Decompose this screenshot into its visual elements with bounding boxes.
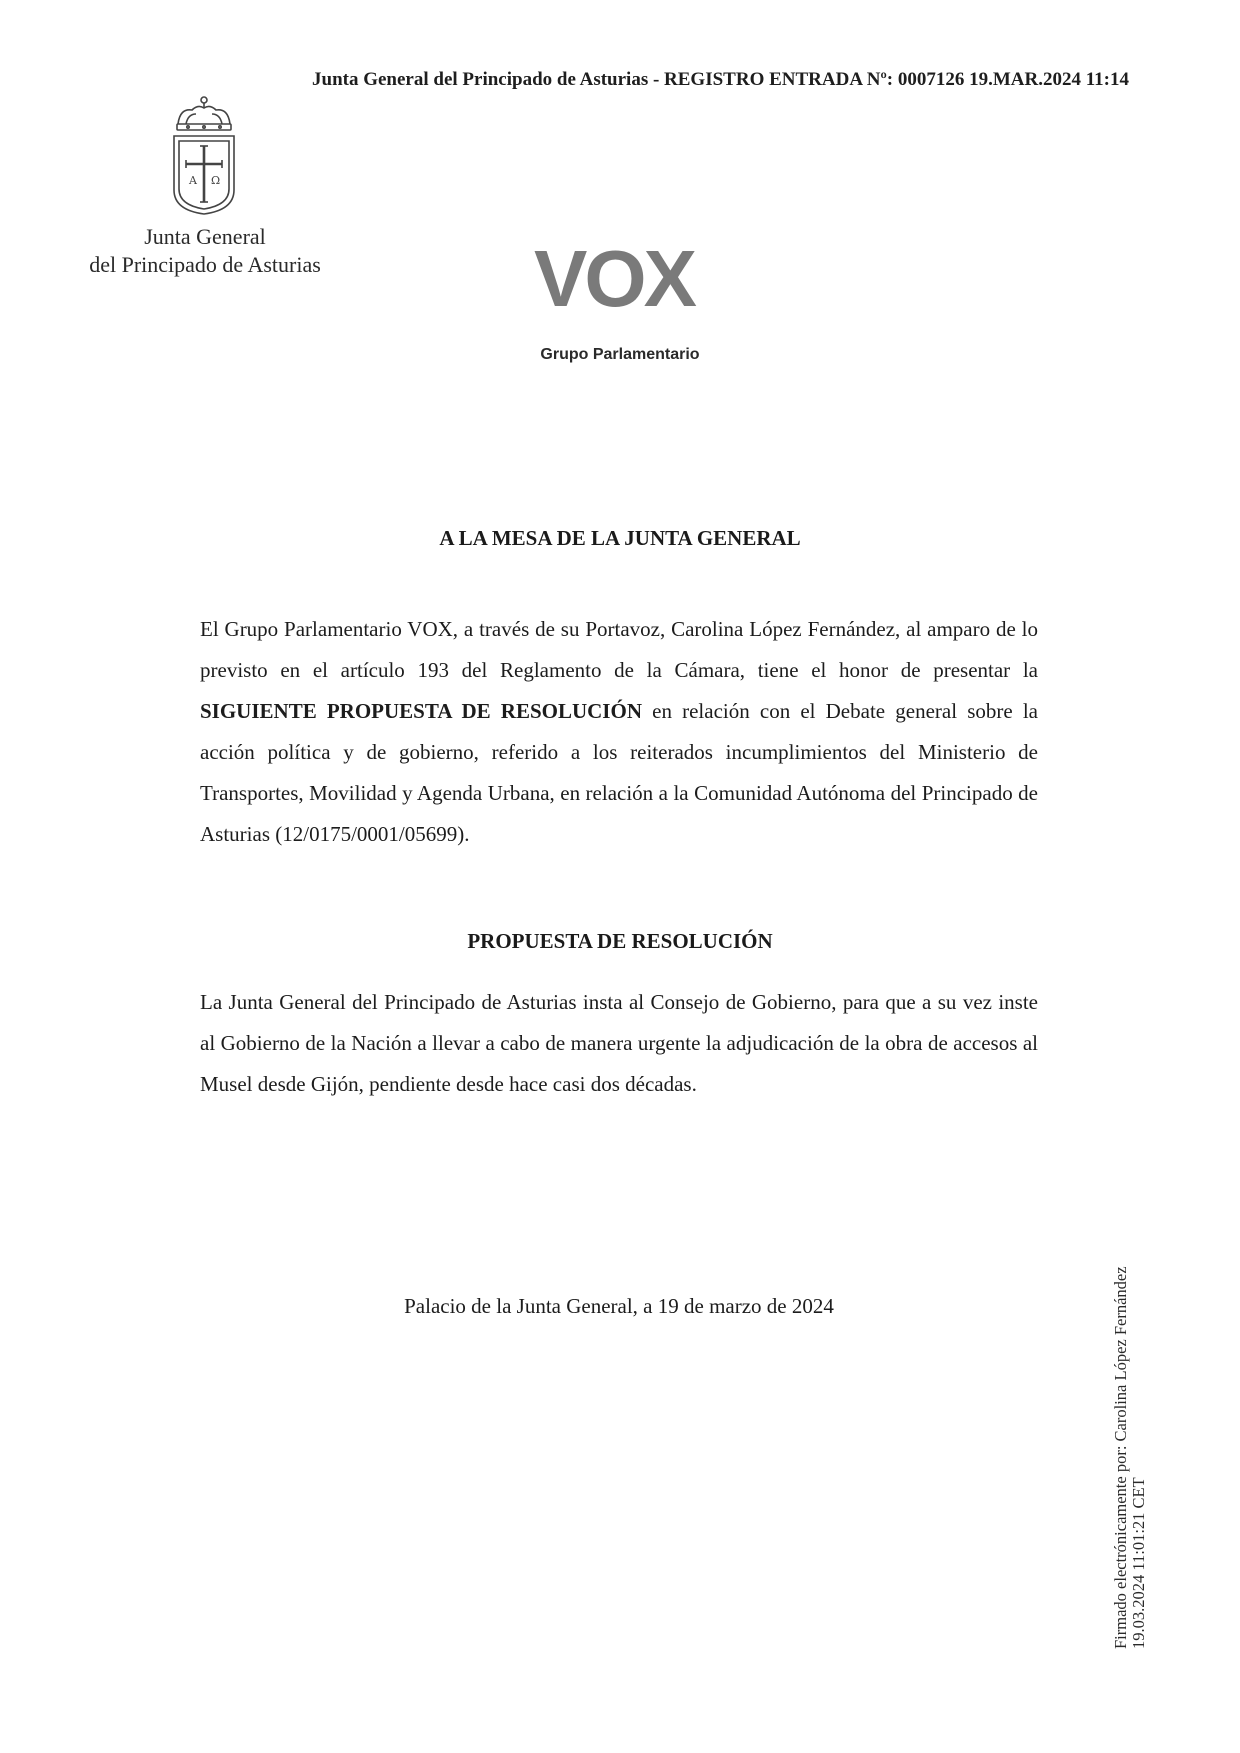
party-subtitle: Grupo Parlamentario <box>540 346 700 363</box>
resolution-paragraph: La Junta General del Principado de Asturias insta al Consejo de Gobierno, para que a su vez inste al Gobierno de la Nación a llevar a cabo de manera urgente la adjudicación de la obra de accesos al Musel desde Gijón, pendiente desde hace casi dos décadas. <box>200 990 1038 1096</box>
addressee-heading: A LA MESA DE LA JUNTA GENERAL <box>439 526 801 550</box>
vox-logo-text: VOX <box>534 238 694 318</box>
section-heading: PROPUESTA DE RESOLUCIÓN <box>467 929 773 953</box>
institution-name <box>60 223 350 279</box>
electronic-signature <box>1112 1225 1148 1649</box>
svg-text:A: A <box>189 174 197 187</box>
place-date: Palacio de la Junta General, a 19 de marzo de 2024 <box>404 1294 834 1318</box>
intro-text-part2: en relación con el Debate general sobre la acción política y de gobierno, referido a los reiterados incumplimientos del Ministerio de Transportes, Movilidad y Agenda Urbana, en relación a la Comunidad Autónoma del Principado de Asturias (12/0175/0001/05699). <box>200 699 1038 846</box>
intro-paragraph <box>200 609 1038 855</box>
asturias-coat-of-arms-icon <box>168 94 240 216</box>
intro-text-part1: El Grupo Parlamentario VOX, a través de su Portavoz, Carolina López Fernández, al amparo de lo previsto en el artículo 193 del Reglamento de la Cámara, tiene el honor de presentar la <box>200 617 1038 682</box>
intro-text-bold: SIGUIENTE PROPUESTA DE RESOLUCIÓN <box>200 699 642 723</box>
signature-line1: Firmado electrónicamente por: Carolina López Fernández <box>1111 1266 1130 1649</box>
vox-logo <box>534 238 704 318</box>
institution-name-line1: Junta General <box>144 224 266 249</box>
svg-text:Ω: Ω <box>211 174 221 187</box>
registry-stamp: Junta General del Principado de Asturias - REGISTRO ENTRADA Nº: 0007126 19.MAR.2024 11:14 <box>312 69 1129 90</box>
institution-name-line2: del Principado de Asturias <box>89 252 321 277</box>
signature-line2: 19.03.2024 11:01:21 CET <box>1129 1477 1148 1649</box>
